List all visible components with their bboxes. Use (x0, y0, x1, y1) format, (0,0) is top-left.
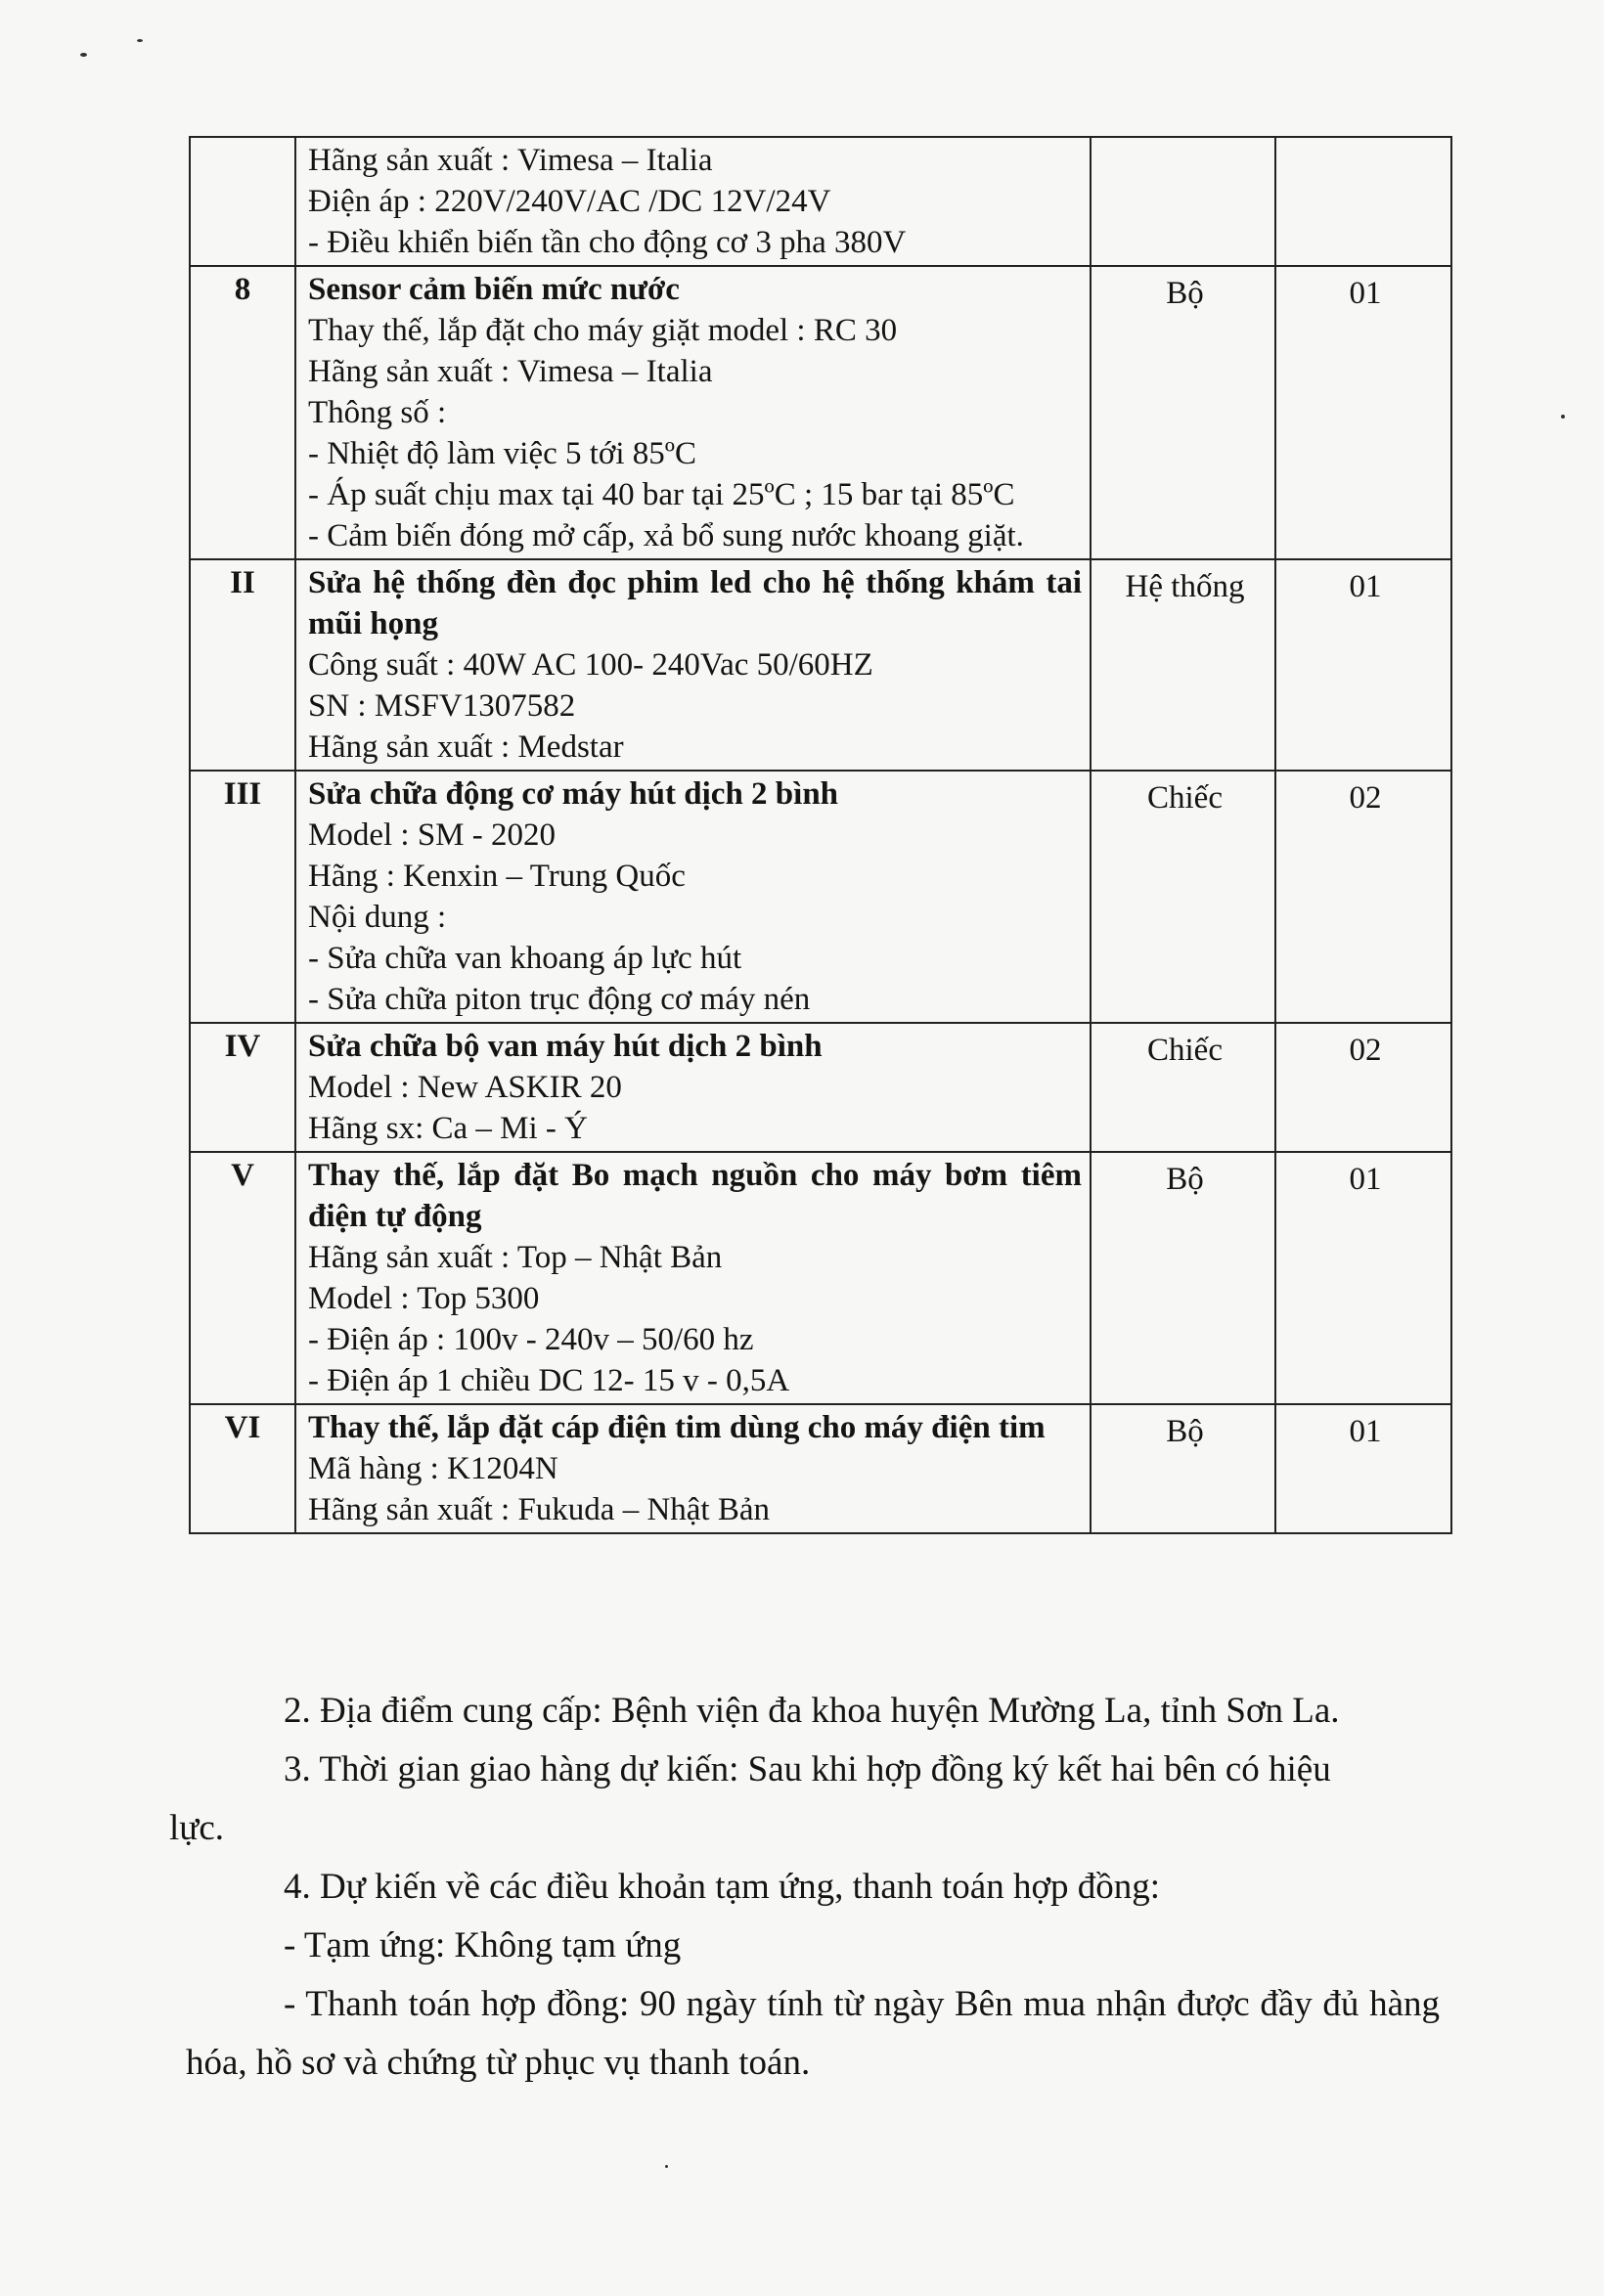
item-detail-line: Hãng sx: Ca – Mi - Ý (308, 1111, 588, 1146)
item-title: Sensor cảm biến mức nước (308, 272, 680, 307)
item-detail-line: Mã hàng : K1204N (308, 1451, 558, 1486)
item-detail-line: Hãng sản xuất : Top – Nhật Bản (308, 1240, 723, 1275)
scan-speck (665, 2165, 668, 2168)
scan-speck (137, 39, 143, 42)
item-quantity (1275, 137, 1451, 266)
table-row (190, 1023, 1451, 1152)
item-description (295, 771, 1091, 1023)
item-detail-line: Hãng sản xuất : Vimesa – Italia (308, 143, 713, 178)
item-unit: Bộ (1091, 1404, 1275, 1533)
item-detail-line: Hãng sản xuất : Vimesa – Italia (308, 354, 713, 389)
item-title: Sửa chữa động cơ máy hút dịch 2 bình (308, 776, 839, 812)
item-detail-line: Model : New ASKIR 20 (308, 1070, 622, 1105)
item-quantity: 02 (1275, 1023, 1451, 1152)
item-detail-line: Nội dung : (308, 900, 447, 935)
item-detail-line: Điện áp : 220V/240V/AC /DC 12V/24V (308, 184, 831, 219)
item-detail-line: - Điều khiển biến tần cho động cơ 3 pha 380V (308, 225, 907, 260)
item-detail-line: - Sửa chữa piton trục động cơ máy nén (308, 982, 811, 1017)
contract-payment: - Thanh toán hợp đồng: 90 ngày tính từ ngày Bên mua nhận được đầy đủ hàng hóa, hồ sơ và chứng từ phục vụ thanh toán. (186, 1984, 1440, 2083)
table-row (190, 1152, 1451, 1404)
item-number: II (190, 559, 295, 771)
item-detail-line: Model : SM - 2020 (308, 817, 557, 853)
item-quantity: 01 (1275, 559, 1451, 771)
item-title: Sửa hệ thống đèn đọc phim led cho hệ thống khám tai mũi họng (308, 565, 1082, 641)
item-number: IV (190, 1023, 295, 1152)
item-title: Thay thế, lắp đặt Bo mạch nguồn cho máy bơm tiêm điện tự động (308, 1158, 1082, 1234)
scan-speck (1561, 415, 1565, 419)
item-detail-line: - Điện áp 1 chiều DC 12- 15 v - 0,5A (308, 1363, 790, 1398)
scan-speck (80, 53, 87, 57)
delivery-time-continued: lực. (169, 1808, 225, 1848)
item-quantity: 01 (1275, 1404, 1451, 1533)
table-row (190, 1404, 1451, 1533)
advance-payment: - Tạm ứng: Không tạm ứng (284, 1925, 682, 1965)
table-row (190, 771, 1451, 1023)
item-unit: Bộ (1091, 1152, 1275, 1404)
item-title: Thay thế, lắp đặt cáp điện tim dùng cho máy điện tim (308, 1410, 1046, 1445)
item-description (295, 1152, 1091, 1404)
item-unit: Chiếc (1091, 771, 1275, 1023)
item-detail-line: Hãng sản xuất : Fukuda – Nhật Bản (308, 1492, 771, 1527)
item-number: 8 (190, 266, 295, 559)
item-description (295, 1404, 1091, 1533)
item-unit: Bộ (1091, 266, 1275, 559)
item-detail-line: Hãng sản xuất : Medstar (308, 729, 624, 765)
item-unit (1091, 137, 1275, 266)
item-detail-line: Thông số : (308, 395, 447, 430)
item-detail-line: Model : Top 5300 (308, 1281, 540, 1316)
delivery-time: 3. Thời gian giao hàng dự kiến: Sau khi hợp đồng ký kết hai bên có hiệu (284, 1749, 1331, 1789)
item-number: V (190, 1152, 295, 1404)
item-description (295, 1023, 1091, 1152)
item-detail-line: - Điện áp : 100v - 240v – 50/60 hz (308, 1322, 754, 1357)
table-row (190, 137, 1451, 266)
item-detail-line: - Áp suất chịu max tại 40 bar tại 25ºC ; 15 bar tại 85ºC (308, 477, 1015, 512)
item-detail-line: SN : MSFV1307582 (308, 688, 576, 724)
items-table (189, 136, 1452, 1534)
item-quantity: 01 (1275, 266, 1451, 559)
item-detail-line: Công suất : 40W AC 100- 240Vac 50/60HZ (308, 647, 873, 683)
item-detail-line: - Sửa chữa van khoang áp lực hút (308, 941, 742, 976)
item-quantity: 01 (1275, 1152, 1451, 1404)
table-row (190, 559, 1451, 771)
item-detail-line: Thay thế, lắp đặt cho máy giặt model : RC 30 (308, 313, 898, 348)
item-number (190, 137, 295, 266)
table-row (190, 266, 1451, 559)
item-detail-line: - Nhiệt độ làm việc 5 tới 85ºC (308, 436, 697, 471)
item-unit: Hệ thống (1091, 559, 1275, 771)
item-description (295, 137, 1091, 266)
item-title: Sửa chữa bộ van máy hút dịch 2 bình (308, 1029, 823, 1064)
item-detail-line: - Cảm biến đóng mở cấp, xả bổ sung nước khoang giặt. (308, 518, 1024, 553)
delivery-location: 2. Địa điểm cung cấp: Bệnh viện đa khoa huyện Mường La, tỉnh Sơn La. (284, 1691, 1340, 1731)
item-number: VI (190, 1404, 295, 1533)
payment-terms-heading: 4. Dự kiến về các điều khoản tạm ứng, thanh toán hợp đồng: (284, 1867, 1161, 1907)
item-detail-line: Hãng : Kenxin – Trung Quốc (308, 859, 686, 894)
item-description (295, 266, 1091, 559)
item-unit: Chiếc (1091, 1023, 1275, 1152)
item-number: III (190, 771, 295, 1023)
terms-section (169, 1682, 1440, 2093)
item-quantity: 02 (1275, 771, 1451, 1023)
items-table-body (190, 137, 1451, 1533)
item-description (295, 559, 1091, 771)
